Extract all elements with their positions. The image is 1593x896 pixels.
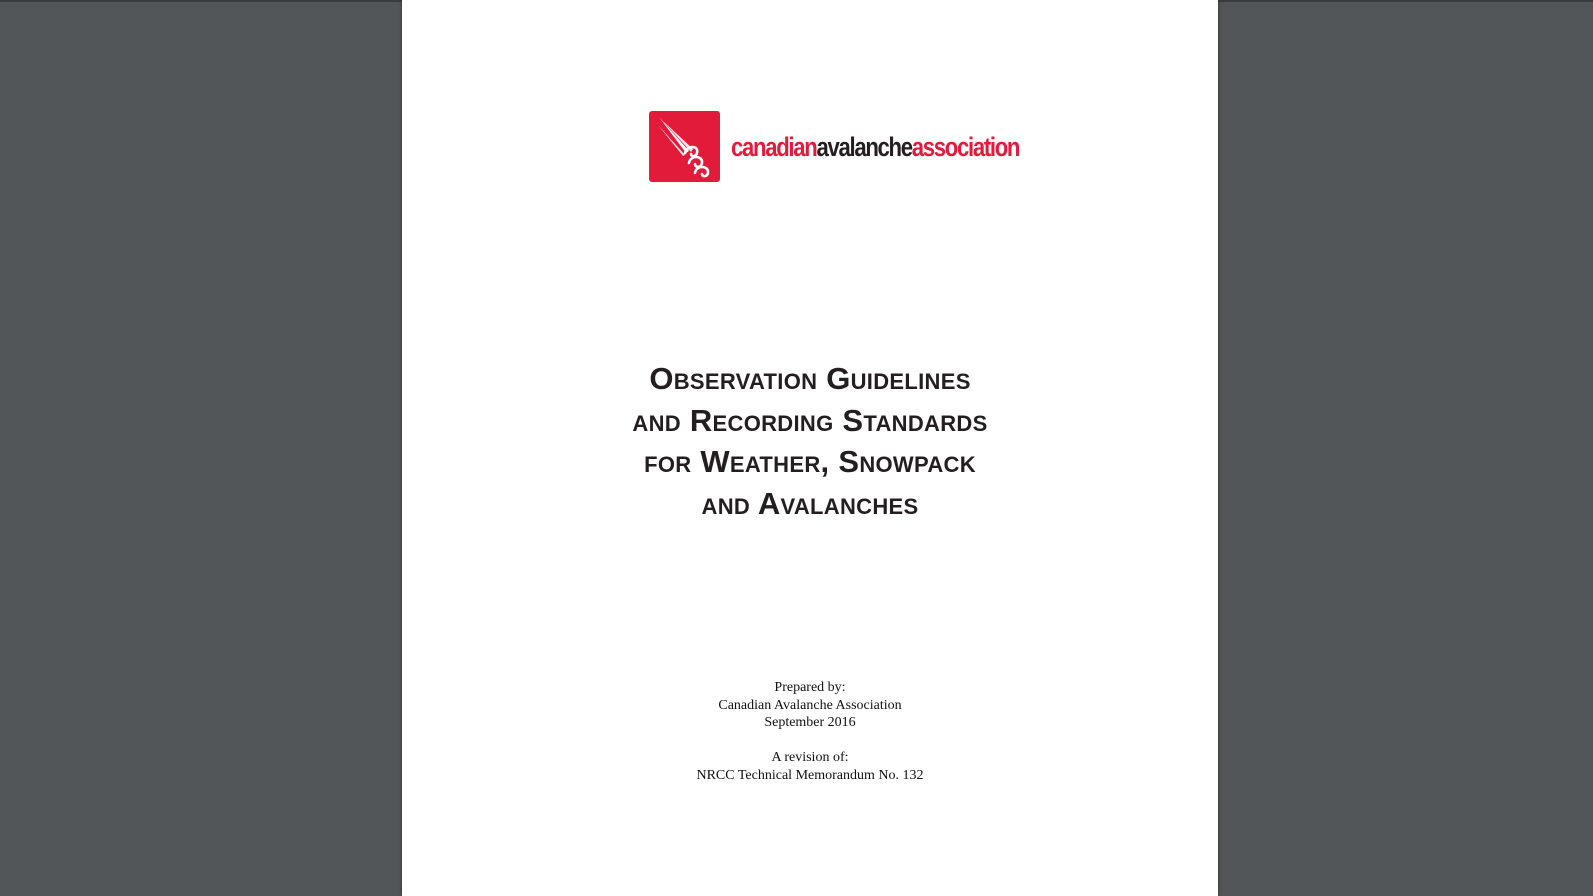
title-line-1: Observation Guidelines	[649, 361, 971, 396]
preparation-info	[402, 679, 1218, 784]
document-page	[402, 0, 1218, 896]
revision-document: NRCC Technical Memorandum No. 132	[696, 767, 924, 783]
info-spacer	[402, 732, 1218, 750]
organization-wordmark	[731, 134, 1019, 161]
title-line-4: and Avalanches	[701, 485, 919, 521]
title-line-3: for Weather, Snowpack	[644, 444, 976, 479]
prepared-organization: Canadian Avalanche Association	[718, 697, 902, 713]
publication-date: September 2016	[764, 715, 856, 730]
wordmark-association: association	[911, 132, 1020, 162]
organization-logo	[649, 111, 1082, 182]
prepared-label: Prepared by:	[774, 680, 846, 695]
revision-label: A revision of:	[771, 750, 849, 765]
wordmark-canadian: canadian	[731, 132, 817, 162]
title-line-2: and Recording Standards	[632, 402, 988, 438]
document-title	[402, 358, 1218, 524]
wordmark-avalanche: avalanche	[816, 132, 912, 162]
avalanche-logo-icon	[649, 111, 720, 182]
